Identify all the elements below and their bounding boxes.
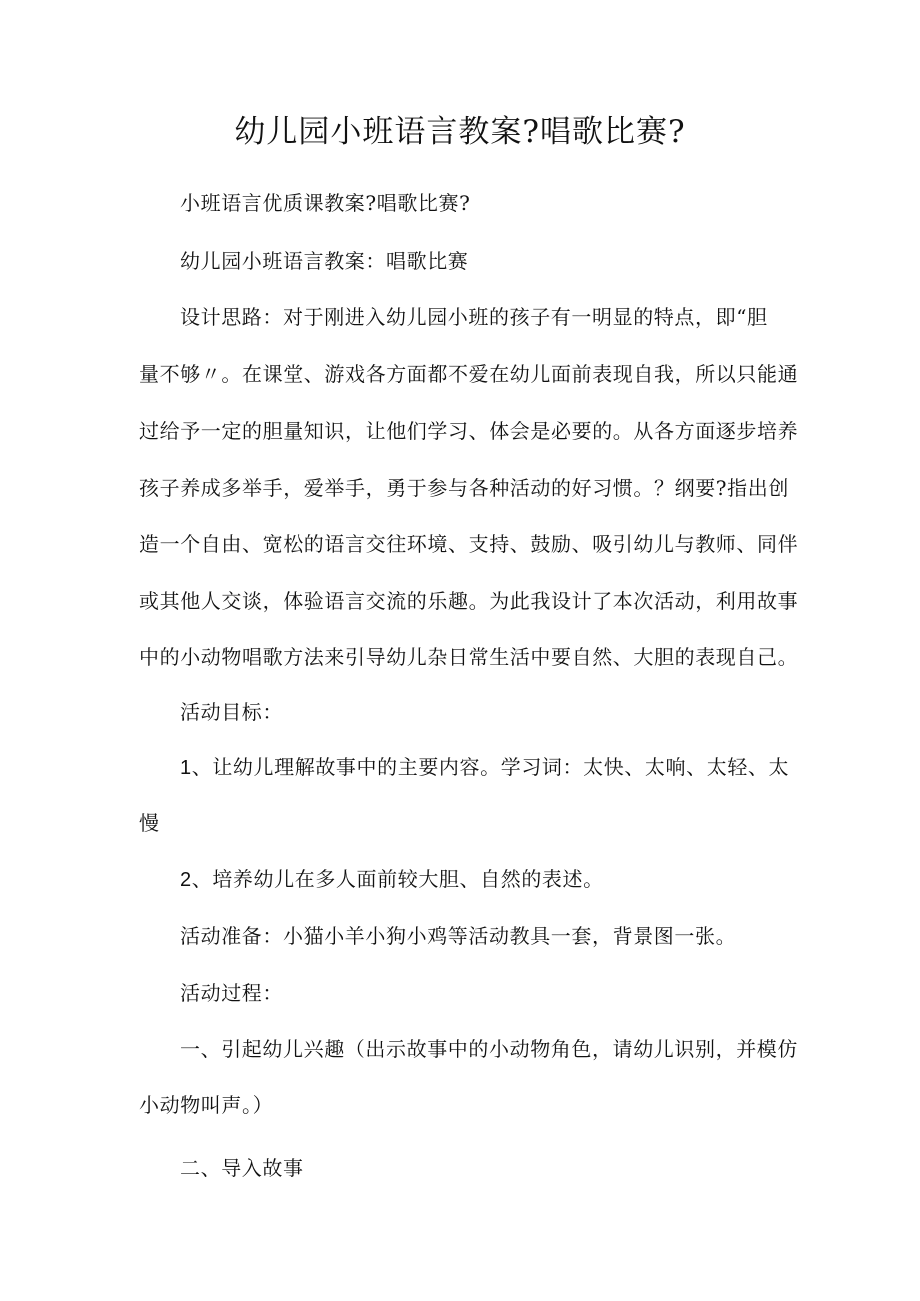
design-line-2: 量不够〃。在课堂、游戏各方面都不爱在幼儿面前表现自我，所以只能通 (139, 362, 799, 386)
design-line-4: 孩子养成多举手，爱举手，勇于参与各种活动的好习惯。？纲要?指出创 (139, 476, 789, 500)
goal-1-continuation: 慢 (139, 811, 160, 835)
design-line-5: 造一个自由、宽松的语言交往环境、支持、鼓励、吸引幼儿与教师、同伴 (139, 532, 799, 556)
goal-2-text: 、培养幼儿在多人面前较大胆、自然的表述。 (191, 867, 604, 891)
goal-2-number: 2 (180, 869, 192, 891)
design-line-3: 过给予一定的胆量知识，让他们学习、体会是必要的。从各方面逐步培养 (139, 419, 799, 443)
goals-heading: 活动目标： (180, 700, 283, 724)
design-line-1: 设计思路：对于刚进入幼儿园小班的孩子有一明显的特点，即“胆 (180, 305, 768, 329)
goal-1-text: 、让幼儿理解故事中的主要内容。学习词：太快、太响、太轻、太 (191, 755, 790, 779)
step-1-line: 一、引起幼儿兴趣（出示故事中的小动物角色，请幼儿识别，并模仿 (180, 1037, 798, 1061)
prep-line: 活动准备：小猫小羊小狗小鸡等活动教具一套，背景图一张。 (180, 924, 737, 948)
document-title: 幼儿园小班语言教案?唱歌比赛? (234, 114, 686, 150)
subtitle-line: 小班语言优质课教案?唱歌比赛? (180, 191, 471, 215)
goal-2-line (180, 865, 604, 894)
step-1-continuation: 小动物叫声。） (139, 1093, 274, 1117)
design-line-6: 或其他人交谈，体验语言交流的乐趣。为此我设计了本次活动，利用故事 (139, 589, 799, 613)
goal-1-line (180, 753, 789, 782)
goal-1-number: 1 (180, 757, 192, 779)
process-heading: 活动过程： (180, 981, 283, 1005)
design-line-7: 中的小动物唱歌方法来引导幼儿杂日常生活中要自然、大胆的表现自己。 (139, 645, 799, 669)
heading-line: 幼儿园小班语言教案：唱歌比赛 (180, 249, 469, 273)
step-2-line: 二、导入故事 (180, 1156, 304, 1180)
